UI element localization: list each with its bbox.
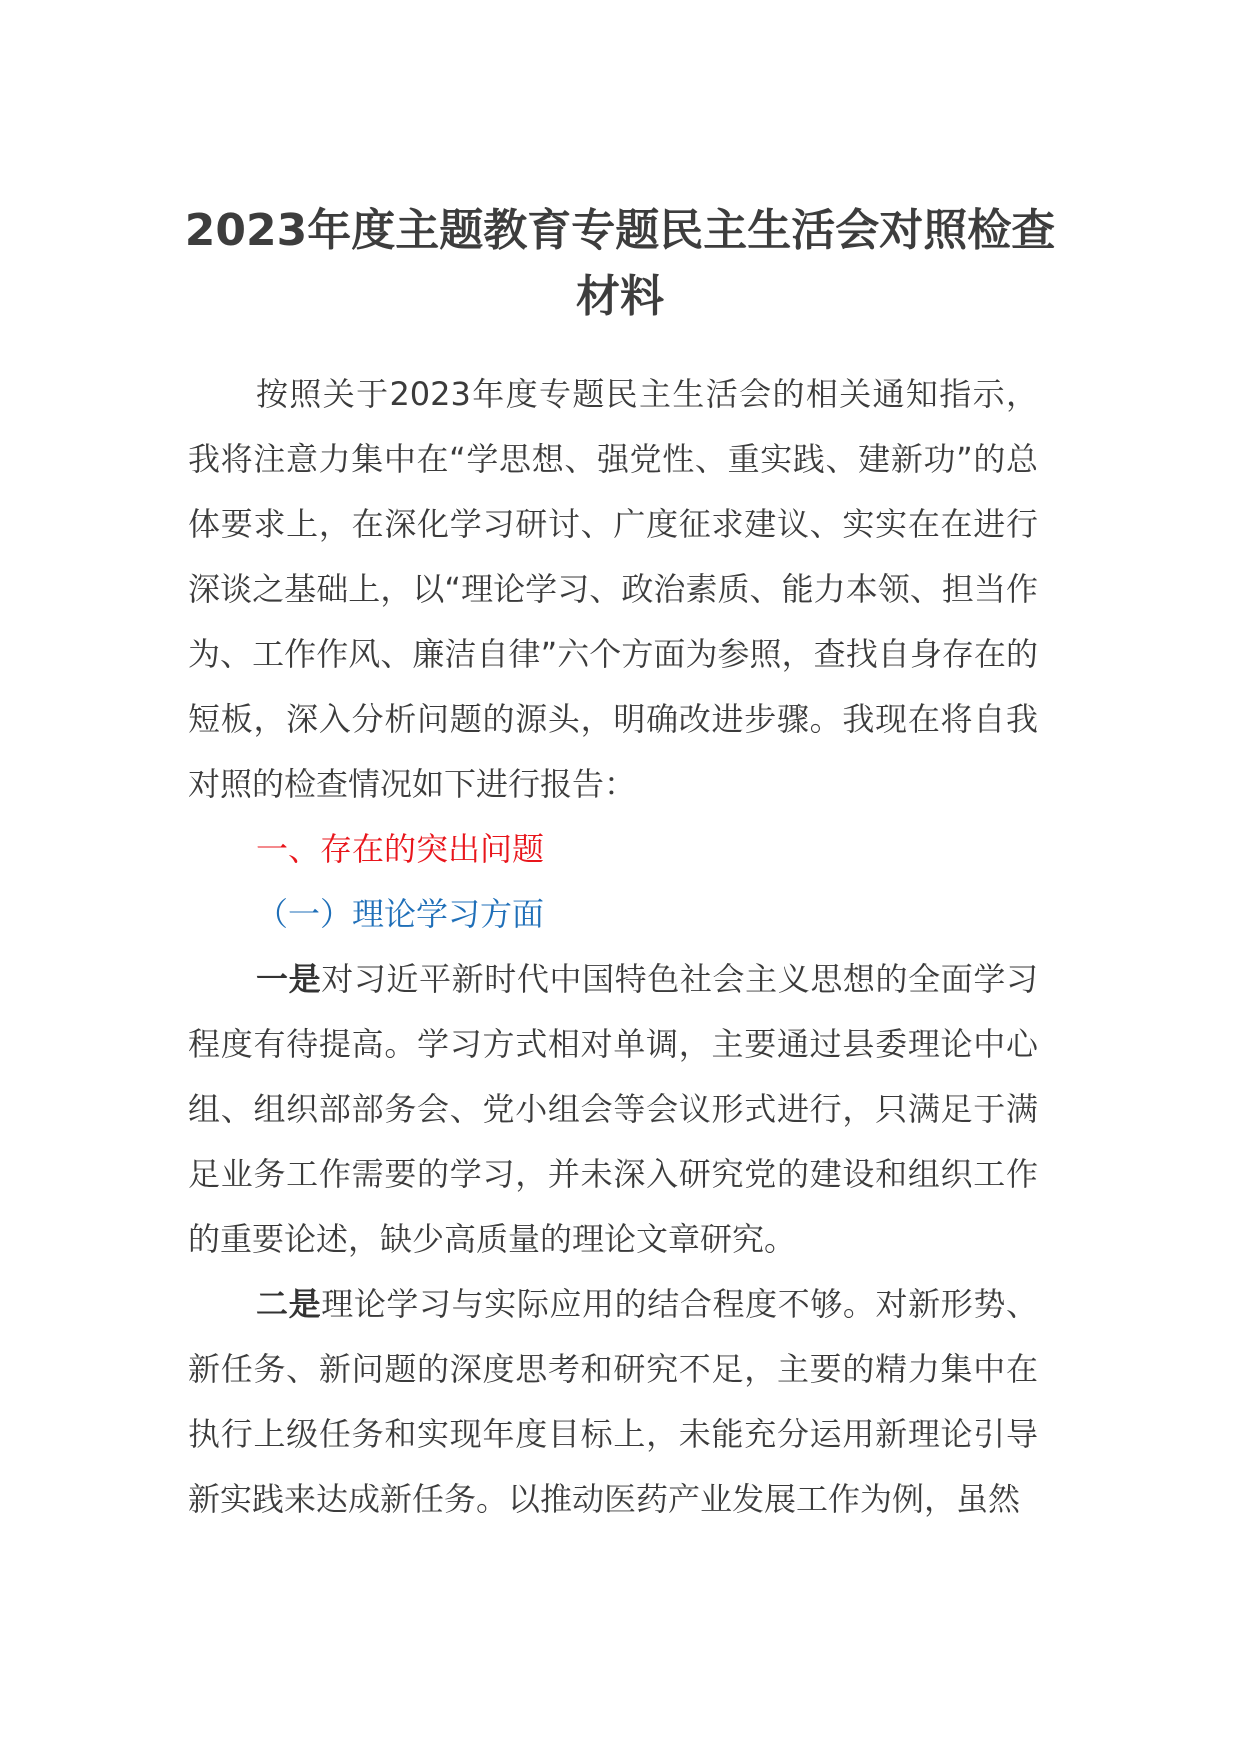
item-2-text: 理论学习与实际应用的结合程度不够。对新形势、新任务、新问题的深度思考和研究不足，主要的精力集中在执行上级任务和实现年度目标上，未能充分运用新理论引导新实践来达成新任务。以推动医药产业发展工作为例，虽然 [188,1285,1038,1518]
section-heading-problems: 一、存在的突出问题 [256,830,545,868]
document-body [188,362,1038,1532]
subsection-heading-theory-study: （一）理论学习方面 [256,895,545,933]
item-2-lead: 二是 [256,1285,322,1323]
item-paragraph-2 [188,1272,1038,1532]
item-1-text: 对习近平新时代中国特色社会主义思想的全面学习程度有待提高。学习方式相对单调，主要通过县委理论中心组、组织部部务会、党小组会等会议形式进行，只满足于满足业务工作需要的学习，并未深入研究党的建设和组织工作的重要论述，缺少高质量的理论文章研究。 [188,960,1038,1258]
intro-paragraph: 按照关于2023年度专题民主生活会的相关通知指示，我将注意力集中在“学思想、强党性、重实践、建新功”的总体要求上，在深化学习研讨、广度征求建议、实实在在进行深谈之基础上，以“理论学习、政治素质、能力本领、担当作为、工作作风、廉洁自律”六个方面为参照，查找自身存在的短板，深入分析问题的源头，明确改进步骤。我现在将自我对照的检查情况如下进行报告： [188,375,1038,803]
item-paragraph-1 [188,947,1038,1272]
item-1-lead: 一是 [256,960,322,998]
document-title: 2023年度主题教育专题民主生活会对照检查材料 [184,205,1056,322]
